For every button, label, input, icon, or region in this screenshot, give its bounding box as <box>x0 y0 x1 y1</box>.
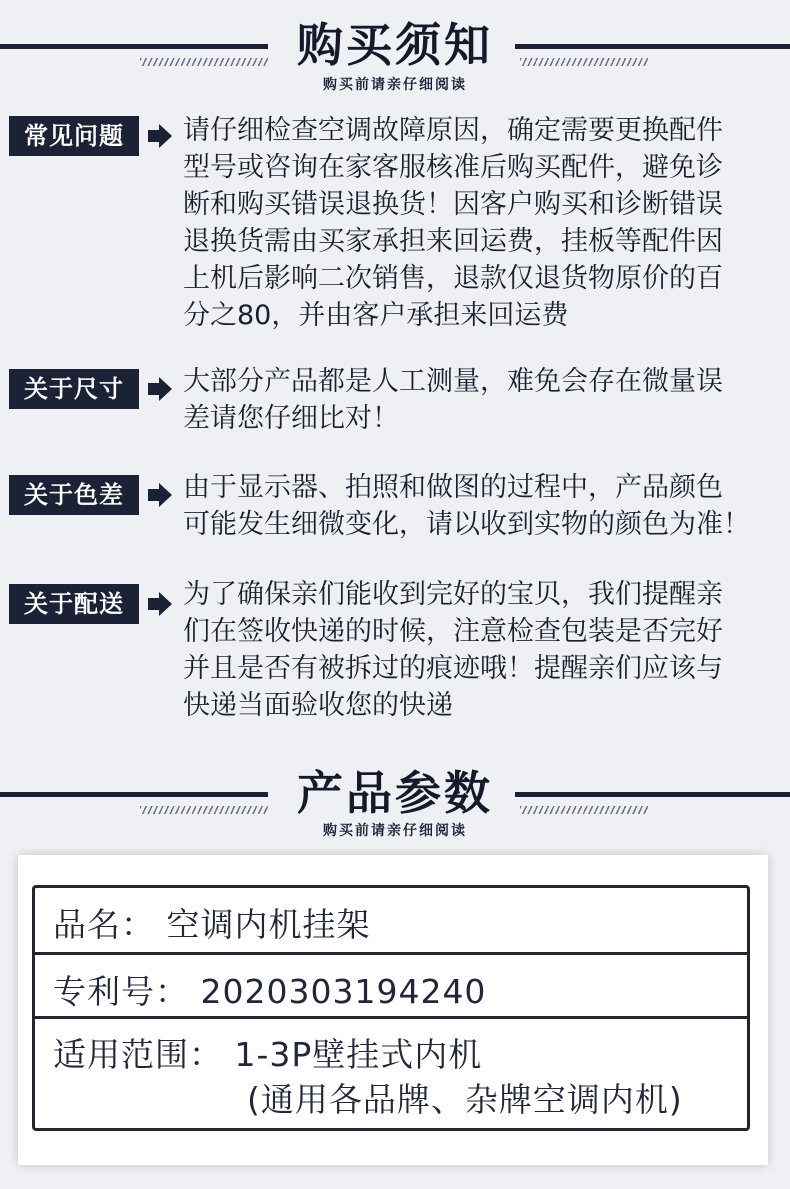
arrow-right-icon <box>148 377 172 401</box>
arrow-right-icon <box>148 483 172 507</box>
faq-text: 大部分产品都是人工测量，难免会存在微量误 差请您仔细比对！ <box>183 366 723 434</box>
param-row-scope <box>35 1019 747 1128</box>
params-title: 产品参数 <box>297 766 493 820</box>
faq-label: 关于色差 <box>9 475 139 515</box>
params-header <box>0 766 790 856</box>
param-name: 品名： 空调内机挂架 <box>53 905 371 944</box>
arrow-right-icon <box>148 124 172 148</box>
faq-text: 请仔细检查空调故障原因，确定需要更换配件 型号或咨询在家客服核准后购买配件，避免诊 断和购买错误退换货！因客户购买和诊断错误 退换货需由买家承担来回运费，挂板等配件因 上机后影响二次销售，退款仅退货物原价的百 分之80，并由客户承担来回运费 <box>183 115 723 331</box>
params-table <box>32 885 750 1131</box>
faq-label: 常见问题 <box>9 116 139 156</box>
faq-label: 关于尺寸 <box>9 369 139 409</box>
faq-text: 为了确保亲们能收到完好的宝贝，我们提醒亲 们在签收快递的时候，注意检查包装是否完好 并且是否有被拆过的痕迹哦！提醒亲们应该与 快递当面验收您的快递 <box>183 579 723 721</box>
param-scope-line1: 适用范围： 1-3P壁挂式内机 <box>53 1035 483 1074</box>
params-subtitle: 购买前请亲仔细阅读 <box>323 823 467 839</box>
notice-title: 购买须知 <box>297 18 493 72</box>
params-card <box>18 855 768 1165</box>
param-scope-line2: (通用各品牌、杂牌空调内机) <box>247 1080 683 1119</box>
param-row-patent <box>35 955 747 1019</box>
param-row-name <box>35 888 747 955</box>
notice-header <box>0 18 790 108</box>
arrow-right-icon <box>148 592 172 616</box>
param-patent: 专利号： 2020303194240 <box>53 972 487 1011</box>
faq-text: 由于显示器、拍照和做图的过程中，产品颜色 可能发生细微变化，请以收到实物的颜色为准！ <box>183 472 750 540</box>
notice-subtitle: 购买前请亲仔细阅读 <box>323 77 467 93</box>
faq-label: 关于配送 <box>9 584 139 624</box>
